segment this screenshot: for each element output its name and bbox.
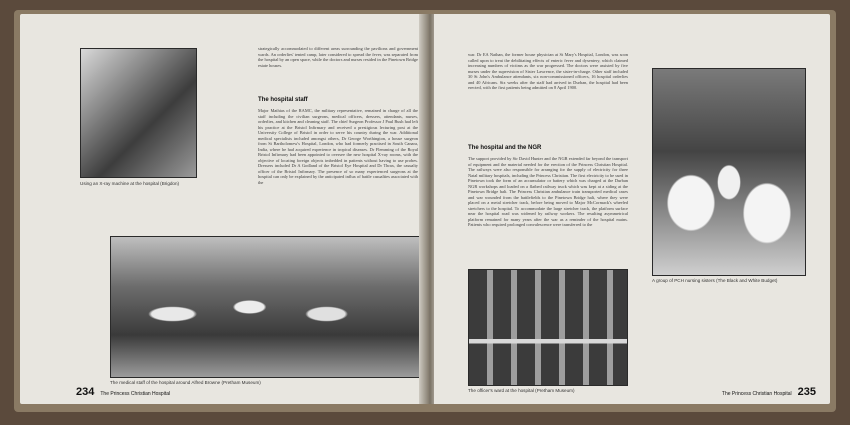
right-folio bbox=[722, 386, 816, 398]
xray-photo-caption: Using an X-ray machine at the hospital (Brigdon) bbox=[80, 181, 180, 186]
officers-ward-photo bbox=[468, 269, 628, 386]
open-book bbox=[14, 10, 836, 412]
xray-photo bbox=[80, 48, 197, 178]
left-page-number: 234 bbox=[76, 386, 95, 398]
left-running-title: The Princess Christian Hospital bbox=[100, 391, 171, 397]
left-text-top: strategically accommodated to different areas surrounding the pavilions and government wards. An orderlies' tented camp, later considered to spread the fever, was separated from the hospital by an open space, while the doctors and nurses resided in the Pinetown Bridge estate houses. bbox=[258, 46, 418, 68]
left-folio bbox=[76, 386, 170, 398]
right-text-top: war. Dr EA Nathan, the former house physician at St Mary's Hospital, London, was soon called upon to treat the debilitating effects of enteric fever and dysentery, which claimed increasing numbers of victims as the war progressed. The doctors were assisted by five nurses under the supervision of Sister Lawrence, the sister-in-charge. Other staff included 30 St John's Ambulance attendants, six non-commissioned officers, 16 hospital orderlies and 40 Africans. Six weeks after the staff had arrived in Durban, the hospital had been erected, with the first patients being admitted on 8 April 1900. bbox=[468, 52, 628, 90]
nursing-sisters-photo bbox=[652, 68, 806, 276]
right-heading: The hospital and the NGR bbox=[468, 145, 542, 151]
right-text-main: The support provided by Sir David Hunter and the NGR extended far beyond the transport of equipment and the material needed for the erection of the Princess Christian Hospital. The railways were also responsible for arranging for the supply of electricity for three Natal military hospitals, including the Princess Christian. The first electricity to be used in Pinetown took the form of an accumulator or battery which was charged at the Durban NGR workshops and loaded on a flatbed railway truck which was kept at a siding at the Pinetown Bridge halt. The Princess Christian ambulance train transported medical cases and war wounded from the battlefields to the Pinetown Bridge halt, where they were placed on a metal stretcher track, before being moved to Major McCormack's wheeled stretchers to the hospital. To accommodate the large stretcher track, the platform surface near the hospital road was widened by railway workers. The resulting asymmetrical platform remained for many years after the war as a reminder of the hospital mains. Patients who required prolonged convalescence were transferred to the bbox=[468, 156, 628, 227]
officers-ward-photo-caption: The officer's ward at the hospital (Pretham Museum) bbox=[468, 388, 575, 393]
right-page bbox=[434, 14, 830, 404]
left-text-main: Major Mathias of the RAMC, the military representative, remained in charge of all the staff including the civilian surgeons, medical officers, dressers, attendants, nurses, orderlies, and kitchen and cleaning staff. The chief Surgeon Professor J Paul Bush had left his practice at the Bristol Infirmary and received a prestigious lecturing post at the University College of Bristol in order to serve his country during the war. Additional medical specialists included amongst others, Dr George Worthington, a house surgeon from St Bartholomew's Hospital, London, who had formerly practised in South Canara, India, where he had acquired experience in tropical diseases. Dr Flemming of the Royal Bristol Infirmary had been appointed to oversee the new hospital X-ray rooms, with the objective of locating foreign objects imbedded in patients without having to use probes. Dressers included Dr A Godland of the Bristol Eye Hospital and Dr Thrax, the casualty officer of the Bristol Infirmary. The presence of so many experienced surgeons at the hospital can only be explained by the anticipated influx of battle casualties associated with the bbox=[258, 108, 418, 185]
medical-staff-photo-caption: The medical staff of the hospital around Alfred Browne (Pretham Museum) bbox=[110, 380, 261, 385]
right-page-number: 235 bbox=[797, 386, 816, 398]
left-page bbox=[20, 14, 424, 404]
left-heading: The hospital staff bbox=[258, 97, 308, 103]
right-running-title: The Princess Christian Hospital bbox=[721, 391, 792, 397]
medical-staff-photo bbox=[110, 236, 420, 378]
nursing-sisters-photo-caption: A group of PCH nursing sisters (The Black and White Budget) bbox=[652, 278, 778, 283]
